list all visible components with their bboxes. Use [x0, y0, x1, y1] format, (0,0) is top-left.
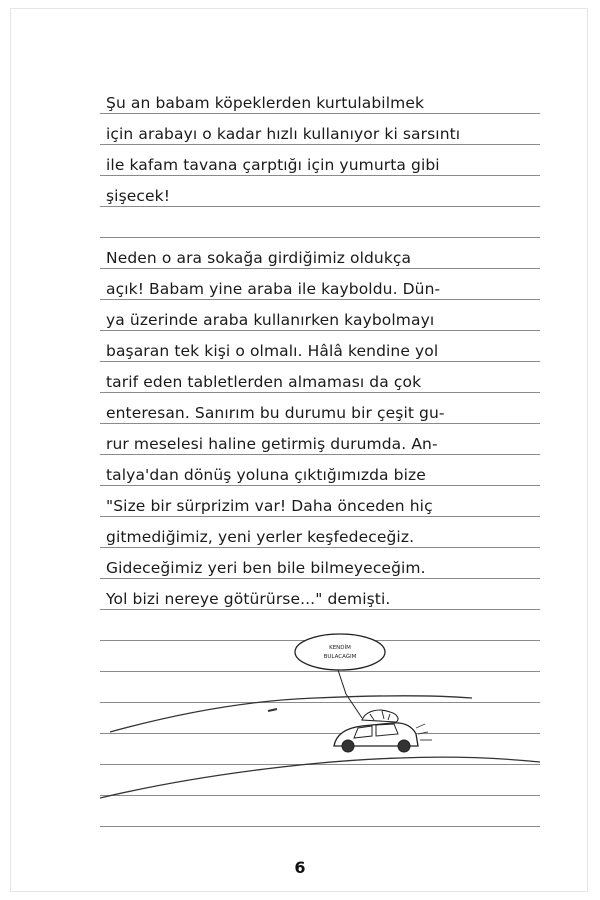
text-line: talya'dan dönüş yoluna çıktığımızda bize — [106, 466, 426, 484]
rule-line — [100, 299, 540, 300]
road-mark — [268, 709, 277, 711]
rule-line — [100, 423, 540, 424]
rule-line — [100, 330, 540, 331]
text-line: enteresan. Sanırım bu durumu bir çeşit gu- — [106, 404, 445, 422]
rule-line — [100, 392, 540, 393]
rule-line — [100, 578, 540, 579]
road-line-lower — [100, 757, 540, 798]
text-line: başaran tek kişi o olmalı. Hâlâ kendine yol — [106, 342, 439, 360]
car-wheel — [398, 740, 410, 752]
rule-line — [100, 516, 540, 517]
text-line: ile kafam tavana çarptığı için yumurta gibi — [106, 156, 440, 174]
text-line: Gideceğimiz yeri ben bile bilmeyeceğim. — [106, 559, 426, 577]
rule-line — [100, 547, 540, 548]
rule-line — [100, 485, 540, 486]
rule-line — [100, 175, 540, 176]
text-line: Yol bizi nereye götürürse..." demişti. — [106, 590, 391, 608]
text-line: tarif eden tabletlerden almaması da çok — [106, 373, 422, 391]
text-line: şişecek! — [106, 187, 171, 205]
text-line: "Size bir sürprizim var! Daha önceden hiç — [106, 497, 433, 515]
text-line: ya üzerinde araba kullanırken kaybolmayı — [106, 311, 435, 329]
roof-luggage — [362, 710, 398, 722]
rule-line — [100, 609, 540, 610]
road-line-upper — [110, 696, 472, 732]
text-line: açık! Babam yine araba ile kayboldu. Dün- — [106, 280, 441, 298]
rule-line — [100, 361, 540, 362]
text-line: için arabayı o kadar hızlı kullanıyor ki sarsıntı — [106, 125, 461, 143]
rule-line — [100, 144, 540, 145]
rule-line — [100, 113, 540, 114]
motion-lines — [416, 724, 432, 740]
speech-bubble — [295, 634, 385, 670]
rule-line — [100, 454, 540, 455]
text-line: rur meselesi haline getirmiş durumda. An- — [106, 435, 438, 453]
rule-line — [100, 268, 540, 269]
speech-bubble-text-line: BULACAĞIM — [323, 654, 357, 660]
speech-bubble-text-line: KENDİM — [329, 645, 351, 651]
car-sketch-illustration — [100, 622, 540, 842]
page-number: 6 — [294, 858, 306, 877]
text-line: gitmediğimiz, yeni yerler keşfedeceğiz. — [106, 528, 415, 546]
rule-line — [100, 237, 540, 238]
car-wheel — [342, 740, 354, 752]
speech-bubble-tail — [338, 670, 362, 718]
text-line: Neden o ara sokağa girdiğimiz oldukça — [106, 249, 412, 267]
rule-line — [100, 206, 540, 207]
text-line: Şu an babam köpeklerden kurtulabilmek — [106, 94, 425, 112]
